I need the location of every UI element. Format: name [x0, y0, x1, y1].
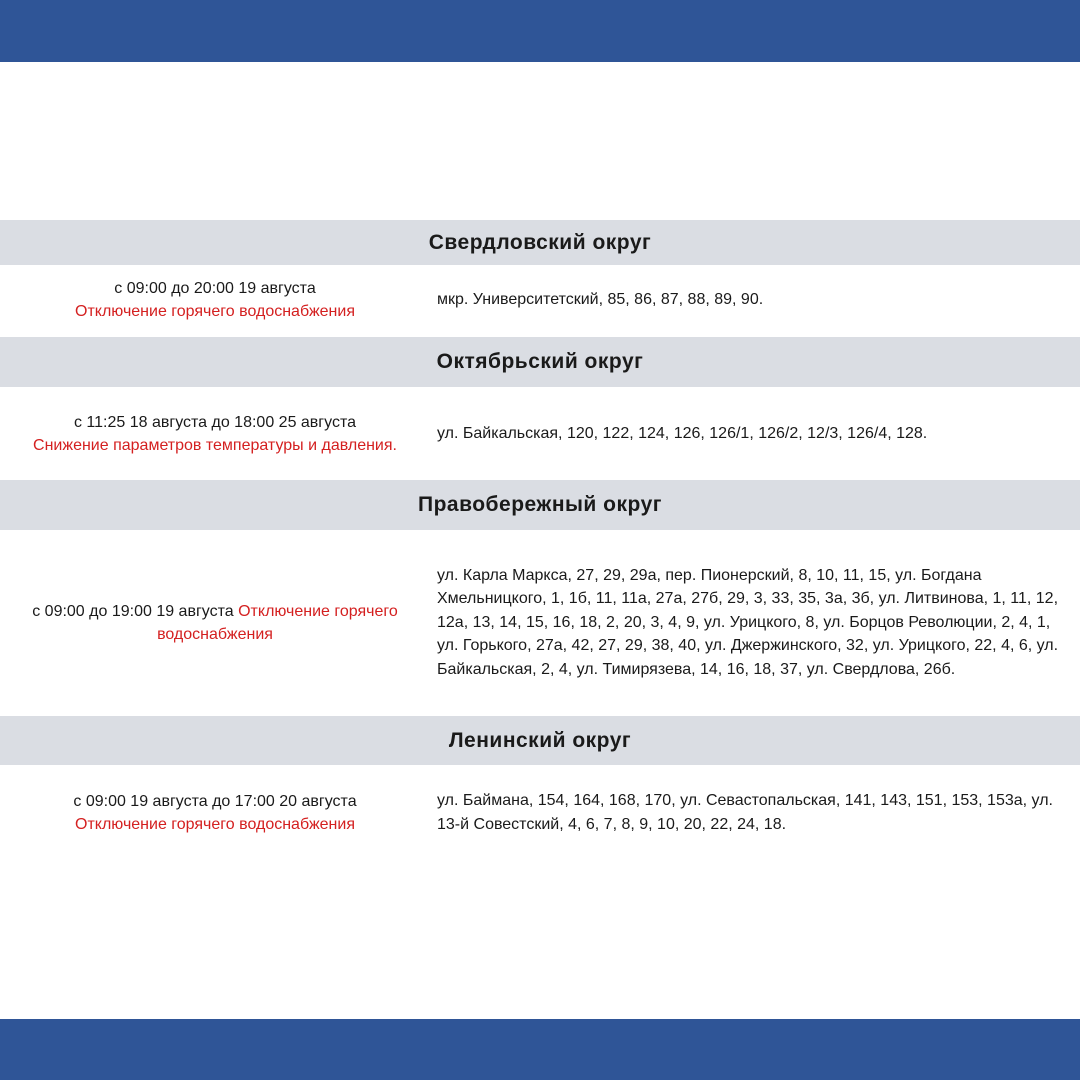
outage-row [0, 530, 1080, 715]
district-header-sverdlovsky [0, 220, 1080, 265]
outage-schedule [20, 265, 410, 335]
outage-addresses [437, 530, 1062, 715]
district-header-oktyabrsky [0, 337, 1080, 387]
outage-time: с 09:00 до 20:00 19 августа [114, 280, 316, 297]
district-name: Октябрьский округ [436, 350, 644, 373]
district-header-leninsky [0, 716, 1080, 765]
outage-addresses [437, 765, 1062, 860]
outage-row [0, 387, 1080, 480]
top-banner-bar [0, 0, 1080, 62]
outage-schedule [20, 765, 410, 860]
outage-time: с 11:25 18 августа до 18:00 25 августа [73, 413, 357, 431]
address-list: ул. Карла Маркса, 27, 29, 29а, пер. Пионерский, 8, 10, 11, 15, ул. Богдана Хмельницкого, 1, 1б, 11, 11а, 27а, 27б, 29, 3, 33, 35, 3а, 3б, ул. Литвинова, 1, 11, 12, 12а, 13, 14, 15, 16, 18, 2, 20, 3, 4, 9, ул. Урицкого, 8, ул. Борцов Революции, 2, 4, 1, ул. Горького, 27а, 42, 27, 29, 38, 40, ул. Джержинского, 32, ул. Урицкого, 22, 4, 6, ул. Байкальская, 2, 4, ул. Тимирязева, 14, 16, 18, 37, ул. Свердлова, 26б. [437, 566, 1059, 678]
outage-type: Отключение горячего водоснабжения [75, 815, 355, 833]
outage-time: с 09:00 19 августа до 17:00 20 августа [73, 792, 357, 810]
outage-row [0, 265, 1080, 335]
address-list: мкр. Университетский, 85, 86, 87, 88, 89, 90. [437, 291, 764, 309]
outage-type: Отключение горячего водоснабжения [75, 303, 355, 320]
address-list: ул. Баймана, 154, 164, 168, 170, ул. Севастопальская, 141, 143, 151, 153, 153а, ул. 13-й Совестский, 4, 6, 7, 8, 9, 10, 20, 22, 24, 18. [437, 792, 1053, 833]
outage-row [0, 765, 1080, 860]
outage-schedule [20, 387, 410, 480]
district-name: Свердловский округ [428, 230, 652, 254]
outage-time: с 09:00 до 19:00 19 августа [32, 602, 234, 620]
outage-addresses [437, 387, 1062, 480]
district-name: Правобережный округ [417, 493, 662, 516]
outage-type: Отключение горячего водоснабжения [157, 602, 398, 643]
district-header-pravoberezhny [0, 480, 1080, 530]
bottom-banner-bar [0, 1019, 1080, 1080]
district-name: Ленинский округ [448, 728, 632, 752]
outage-type: Снижение параметров температуры и давления. [33, 436, 397, 454]
outage-schedule-text [20, 600, 410, 646]
outage-addresses [437, 265, 1062, 335]
address-list: ул. Байкальская, 120, 122, 124, 126, 126/1, 126/2, 12/3, 126/4, 128. [437, 424, 928, 442]
outage-schedule [20, 530, 410, 715]
